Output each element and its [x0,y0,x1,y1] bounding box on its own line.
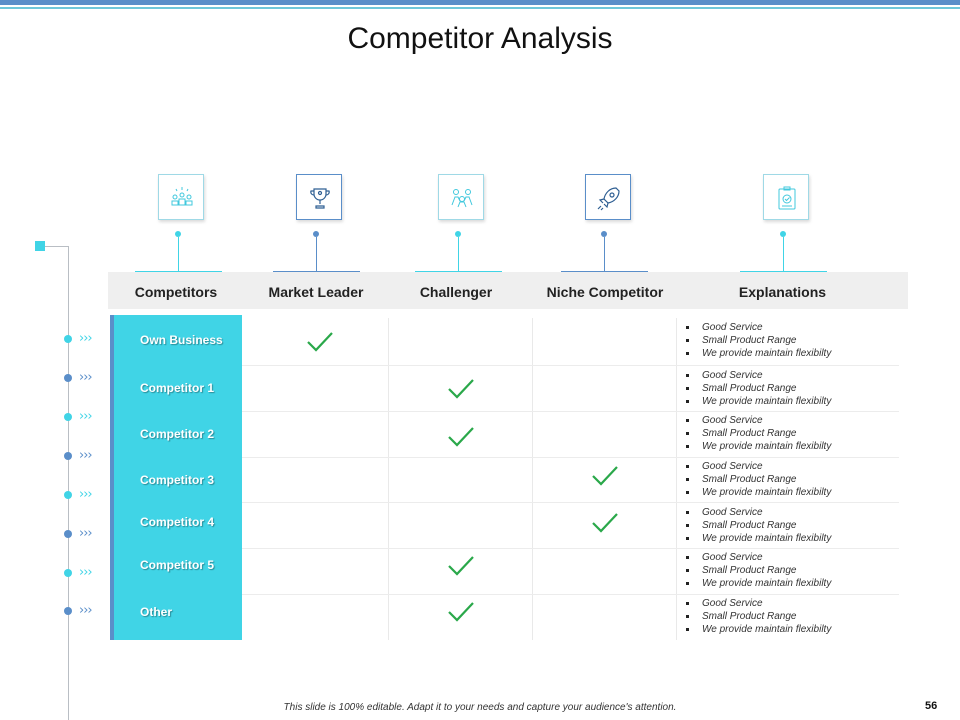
competitor-rows-accent [110,315,114,640]
timeline-dot [64,530,72,538]
timeline-start-square [35,241,45,251]
checkmark-icon [447,601,475,623]
checkmark-icon [591,465,619,487]
column-header-explanations: Explanations [738,284,827,300]
column-header-competitors: Competitors [134,284,218,300]
explanation-item: Small Product Range [686,473,831,486]
explanation-list [686,460,831,499]
explanation-item: Good Service [686,551,831,564]
explanation-list [686,414,831,453]
explanation-item: Good Service [686,597,831,610]
explanation-list [686,597,831,636]
explanation-item: Small Product Range [686,382,831,395]
top-accent-bar [0,0,960,5]
timeline-connector [45,246,68,247]
timeline-chevron: ››› [79,526,92,541]
slide-title: Competitor Analysis [347,22,613,55]
column-header-market-leader: Market Leader [268,284,364,300]
timeline-chevron: ››› [79,409,92,424]
timeline-chevron: ››› [79,603,92,618]
checkmark-icon [306,331,334,353]
explanation-item: We provide maintain flexibilty [686,395,831,408]
row-label: Own Business [140,333,223,347]
explanation-item: Small Product Range [686,564,831,577]
timeline-chevron: ››› [79,370,92,385]
column-divider [388,318,389,640]
timeline-chevron: ››› [79,565,92,580]
clipboard-icon [763,174,809,220]
timeline-dot [64,607,72,615]
rocket-icon [585,174,631,220]
checkmark-icon [447,555,475,577]
explanation-list [686,321,831,360]
explanation-item: Good Service [686,414,831,427]
row-divider [242,548,899,549]
timeline-dot [64,452,72,460]
team-icon [438,174,484,220]
column-connector [604,237,605,271]
explanation-item: Small Product Range [686,334,831,347]
column-divider [676,318,677,640]
column-connector [316,237,317,271]
timeline-chevron: ››› [79,487,92,502]
explanation-list [686,369,831,408]
checkmark-icon [447,378,475,400]
column-header-niche-competitor: Niche Competitor [546,284,664,300]
explanation-item: We provide maintain flexibilty [686,532,831,545]
row-label: Other [140,605,173,619]
footer-note: This slide is 100% editable. Adapt it to your needs and capture your audience's attention. [283,702,677,713]
row-label: Competitor 4 [140,515,215,529]
row-label: Competitor 5 [140,558,215,572]
column-connector [458,237,459,271]
row-divider [242,594,899,595]
trophy-icon [296,174,342,220]
row-divider [242,502,899,503]
column-divider [532,318,533,640]
row-label: Competitor 3 [140,473,215,487]
timeline-line [68,246,69,720]
explanation-item: Small Product Range [686,610,831,623]
explanation-item: Good Service [686,369,831,382]
column-connector [178,237,179,271]
timeline-dot [64,374,72,382]
column-header-challenger: Challenger [419,284,493,300]
timeline-dot [64,569,72,577]
explanation-item: Small Product Range [686,427,831,440]
row-divider [242,411,899,412]
checkmark-icon [447,426,475,448]
explanation-item: We provide maintain flexibilty [686,486,831,499]
timeline-dot [64,335,72,343]
explanation-item: We provide maintain flexibilty [686,347,831,360]
explanation-item: Small Product Range [686,519,831,532]
row-label: Competitor 1 [140,381,215,395]
explanation-item: We provide maintain flexibilty [686,623,831,636]
explanation-list [686,506,831,545]
explanation-list [686,551,831,590]
column-connector [783,237,784,271]
explanation-item: Good Service [686,460,831,473]
row-divider [242,365,899,366]
explanation-item: We provide maintain flexibilty [686,577,831,590]
top-accent-line [0,7,960,9]
checkmark-icon [591,512,619,534]
people-icon [158,174,204,220]
page-number: 56 [925,700,938,712]
timeline-chevron: ››› [79,448,92,463]
explanation-item: We provide maintain flexibilty [686,440,831,453]
explanation-item: Good Service [686,321,831,334]
timeline-chevron: ››› [79,331,92,346]
row-divider [242,457,899,458]
timeline-dot [64,491,72,499]
row-label: Competitor 2 [140,427,215,441]
timeline-dot [64,413,72,421]
explanation-item: Good Service [686,506,831,519]
